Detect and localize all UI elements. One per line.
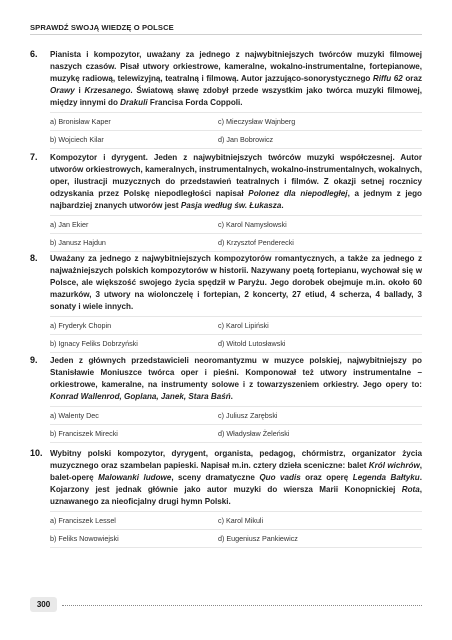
answer-d[interactable]: d) Witold Lutosławski bbox=[218, 339, 286, 348]
text-part: . bbox=[230, 392, 233, 401]
answer-row bbox=[50, 316, 422, 335]
title-italic: Orawy bbox=[50, 86, 75, 95]
answer-row bbox=[50, 511, 422, 530]
answer-a[interactable]: a) Fryderyk Chopin bbox=[50, 321, 112, 330]
answer-a[interactable]: a) Jan Ekier bbox=[50, 220, 89, 229]
answer-row bbox=[50, 131, 422, 149]
answer-row bbox=[50, 530, 422, 548]
question-text bbox=[50, 152, 422, 212]
title-italic: Malowanki ludowe bbox=[98, 473, 172, 482]
text-part: , uznawanego za nieoficjalny drugi hymn Polski. bbox=[50, 485, 422, 506]
answer-b[interactable]: b) Wojciech Kilar bbox=[50, 135, 104, 144]
answer-row bbox=[50, 215, 422, 234]
page-number: 300 bbox=[30, 597, 57, 612]
text-part: Francisa Forda Coppoli. bbox=[147, 98, 243, 107]
question-number: 6. bbox=[30, 49, 38, 59]
text-part: Wybitny polski kompozytor, dyrygent, organista, pedagog, chórmistrz, organizator życia muzycznego oraz szambelan papieski. Napisał m.in. cztery dzieła sceniczne: balet bbox=[50, 449, 422, 470]
answer-options bbox=[50, 511, 422, 548]
section-title: SPRAWDŹ SWOJĄ WIEDZĘ O POLSCE bbox=[30, 23, 174, 32]
title-italic: Konrad Wallenrod, Goplana, Janek, Stara Baśń bbox=[50, 392, 231, 401]
title-italic: Legenda Bałtyku bbox=[352, 473, 420, 482]
footer-dotted-line bbox=[62, 605, 422, 606]
question-text bbox=[50, 448, 422, 508]
answer-c[interactable]: c) Mieczysław Wajnberg bbox=[218, 117, 296, 126]
answer-d[interactable]: d) Krzysztof Penderecki bbox=[218, 238, 294, 247]
question-8 bbox=[30, 253, 422, 353]
answer-options bbox=[50, 215, 422, 252]
title-italic: Polonez dla niepodległej bbox=[248, 189, 348, 198]
header-divider bbox=[30, 34, 422, 35]
answer-a[interactable]: a) Bronisław Kaper bbox=[50, 117, 111, 126]
text-part: oraz operę bbox=[300, 473, 353, 482]
answer-c[interactable]: c) Karol Lipiński bbox=[218, 321, 269, 330]
answer-b[interactable]: b) Ignacy Feliks Dobrzyński bbox=[50, 339, 138, 348]
title-italic: Król wichrów bbox=[368, 461, 420, 470]
text-part: Pianista i kompozytor, uważany za jednego z najwybitniejszych twórców muzyki filmowej naszych czasów. Pisał utwory orkiestrowe, kameralne, wokalno-instrumentalne, fortepianowe, muzykę radiową, telewizyjną, teatralną i filmową. Autor jazzująco-sonorystycznego bbox=[50, 50, 422, 83]
text-part: Uważany za jednego z najwybitniejszych kompozytorów romantycznych, a także za jednego z najważniejszych polskich kompozytorów w historii. Nazywany poetą fortepianu, wychował się w Polsce, ale większość swojego życia spędził w Paryżu. Jego dorobek obejmuje m.in. około 60 mazurków, 3 utwory na wiolonczelę i fortepian, 2 koncerty, 27 etiud, 4 scherza, 4 ballady, 3 sonaty i wiele innych. bbox=[50, 254, 422, 311]
answer-b[interactable]: b) Janusz Hajdun bbox=[50, 238, 106, 247]
question-7 bbox=[30, 152, 422, 252]
title-italic: Pasja według św. Łukasza bbox=[180, 201, 282, 210]
title-italic: Drakuli bbox=[120, 98, 148, 107]
answer-d[interactable]: d) Eugeniusz Pankiewicz bbox=[218, 534, 298, 543]
question-6 bbox=[30, 49, 422, 149]
text-part: . Światową sławę zdobył przede wszystkim jako twórca muzyki filmowej, między innymi do bbox=[50, 86, 422, 107]
answer-c[interactable]: c) Karol Namysłowski bbox=[218, 220, 287, 229]
answer-c[interactable]: c) Juliusz Zarębski bbox=[218, 411, 278, 420]
text-part: oraz bbox=[402, 74, 422, 83]
text-part: Kompozytor i dyrygent. Jeden z najwybitniejszych twórców muzyki współczesnej. Autor utworów orkiestrowych, kameralnych, instrumentalnych, wokalno-instrumentalnych, wokalnych, oper, ilustracji muzycznych do przedstawień teatralnych i filmów. Z okazji setnej rocznicy odzyskania przez Polskę niepodległości napisał bbox=[50, 153, 422, 198]
text-part: , sceny dramatyczne bbox=[171, 473, 260, 482]
text-part: , a jednym z jego najbardziej znanych utworów jest bbox=[50, 189, 422, 210]
question-number: 9. bbox=[30, 355, 38, 365]
text-part: , balet-operę bbox=[50, 461, 422, 482]
question-number: 7. bbox=[30, 152, 38, 162]
answer-b[interactable]: b) Franciszek Mirecki bbox=[50, 429, 118, 438]
title-italic: Riffu 62 bbox=[372, 74, 403, 83]
answer-a[interactable]: a) Walenty Dec bbox=[50, 411, 99, 420]
page-header bbox=[30, 23, 422, 32]
question-number: 10. bbox=[30, 448, 43, 458]
answer-c[interactable]: c) Karol Mikuli bbox=[218, 516, 264, 525]
answer-d[interactable]: d) Władysław Żeleński bbox=[218, 429, 290, 438]
text-part: . Kojarzony jest jednak głównie jako autor muzyki do wiersza Marii Konopnickiej bbox=[50, 473, 422, 494]
answer-a[interactable]: a) Franciszek Lessel bbox=[50, 516, 116, 525]
question-10 bbox=[30, 448, 422, 548]
title-italic: Quo vadis bbox=[259, 473, 301, 482]
question-text bbox=[50, 355, 422, 403]
answer-row bbox=[50, 425, 422, 443]
text-part: Jeden z głównych przedstawicieli neoromantyzmu w muzyce polskiej, najwybitniejszy po Stanisławie Moniuszce twórca oper i pieśni. Komponował też utwory instrumentalne – orkiestrowe, kameralne, na instrumenty solowe i z towarzyszeniem orkiestry. Jego opery to: bbox=[50, 356, 422, 389]
answer-row bbox=[50, 335, 422, 353]
text-part: . bbox=[281, 201, 284, 210]
title-italic: Krzesanego bbox=[84, 86, 131, 95]
answer-row bbox=[50, 112, 422, 131]
text-part: i bbox=[74, 86, 85, 95]
question-9 bbox=[30, 355, 422, 443]
answer-options bbox=[50, 316, 422, 353]
answer-b[interactable]: b) Feliks Nowowiejski bbox=[50, 534, 119, 543]
answer-row bbox=[50, 406, 422, 425]
question-number: 8. bbox=[30, 253, 38, 263]
title-italic: Rota bbox=[401, 485, 420, 494]
answer-d[interactable]: d) Jan Bobrowicz bbox=[218, 135, 274, 144]
question-text bbox=[50, 49, 422, 109]
answer-options bbox=[50, 406, 422, 443]
answer-row bbox=[50, 234, 422, 252]
answer-options bbox=[50, 112, 422, 149]
question-text bbox=[50, 253, 422, 313]
